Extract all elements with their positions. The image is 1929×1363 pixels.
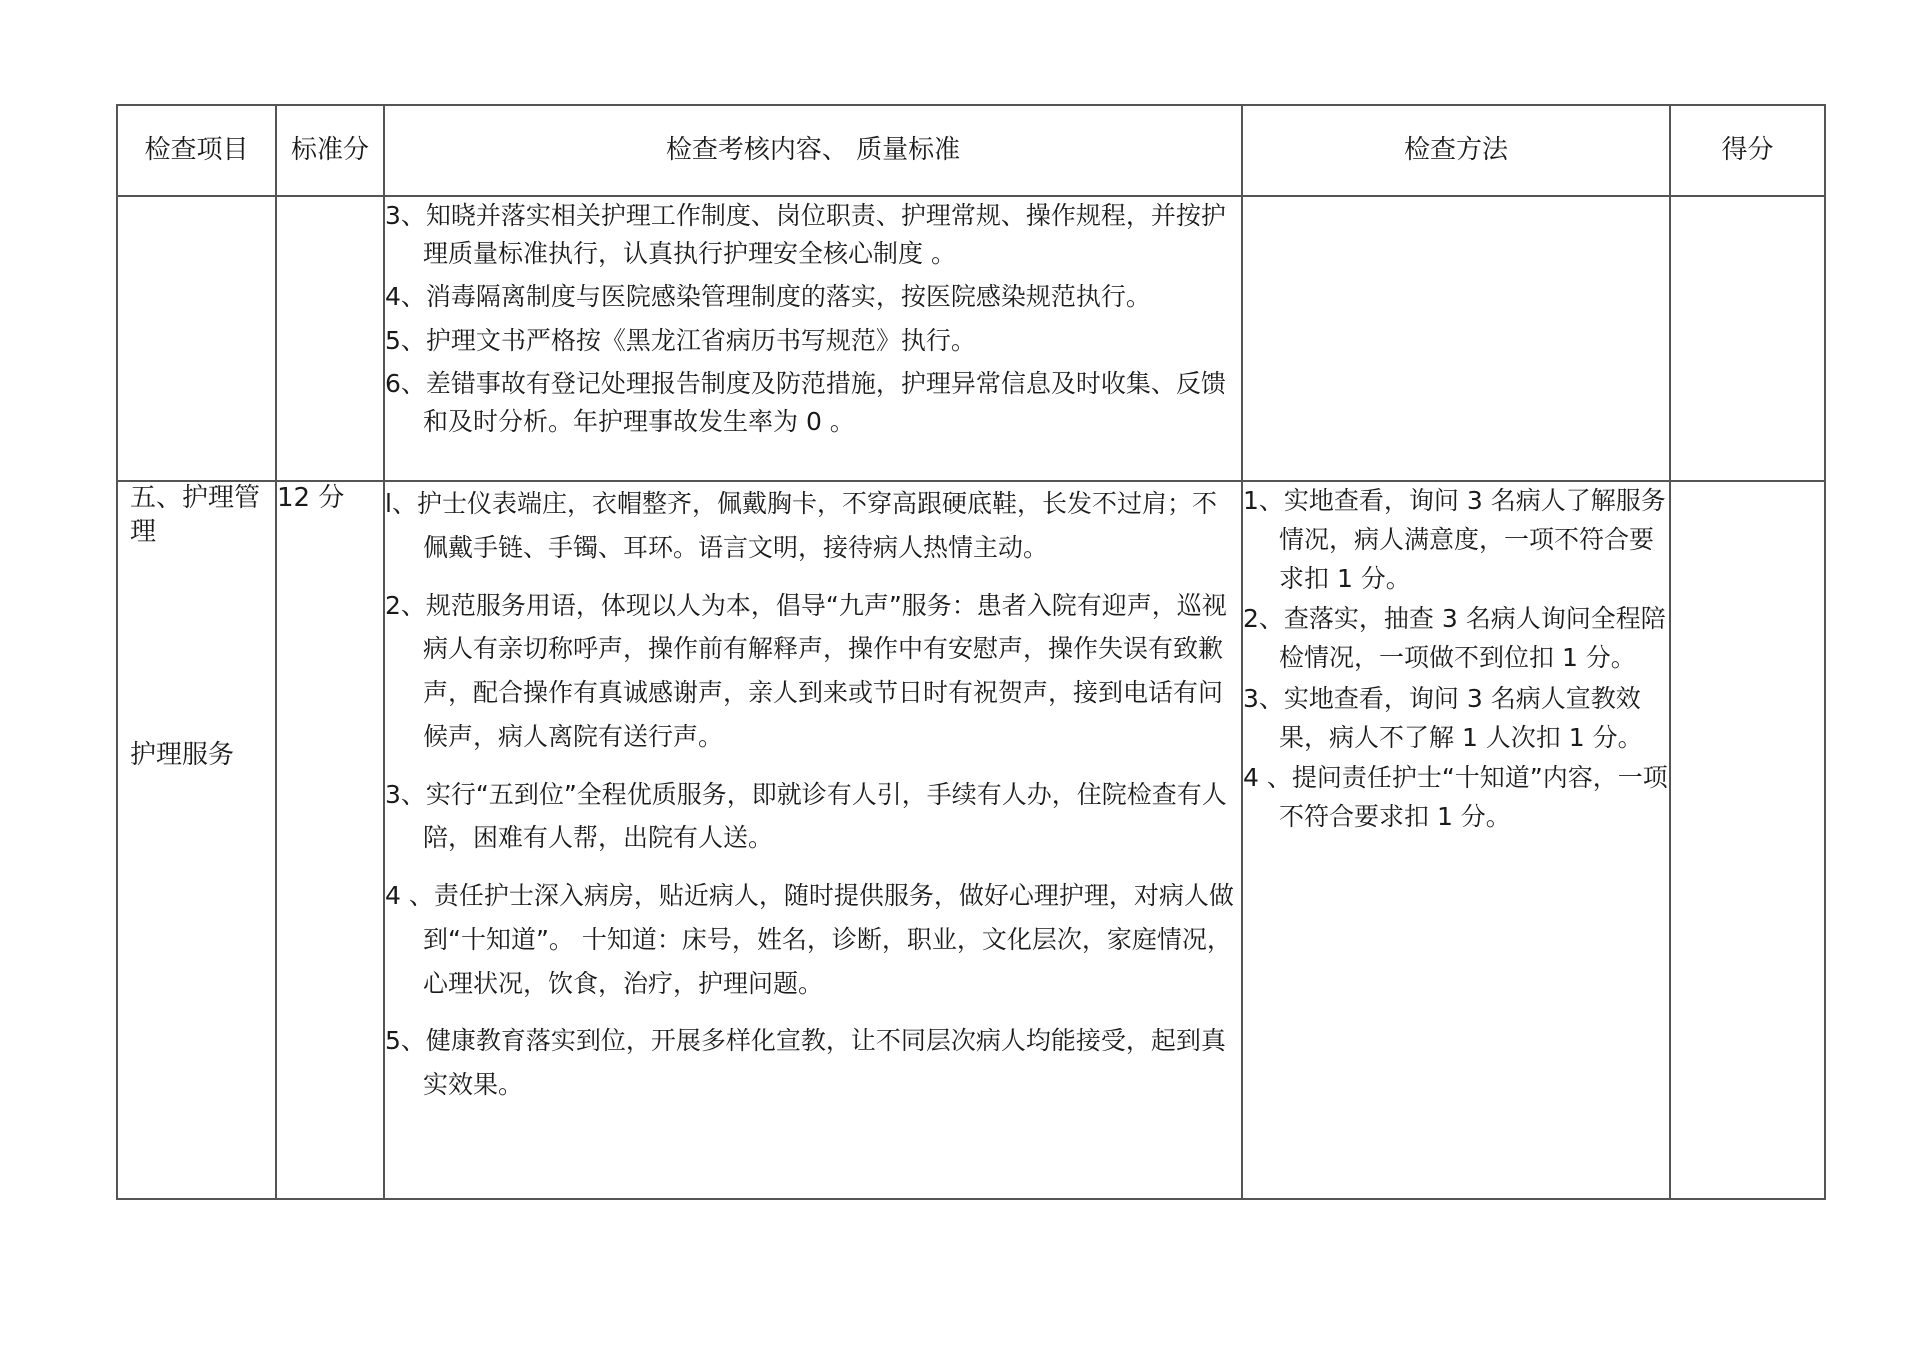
method-item: 3、实地查看，询问 3 名病人宣教效果，病人不了解 1 人次扣 1 分。 [1243,683,1643,752]
header-result: 得分 [1670,105,1825,196]
content-item: 4 、责任护士深入病房，贴近病人，随时提供服务，做好心理护理，对病人做到“十知道”。 十知道：床号，姓名，诊断，职业，文化层次，家庭情况，心理状况，饮食，治疗，护理问题。 [385,881,1234,998]
method-item: 4 、提问责任护士“十知道”内容，一项不符合要求扣 1 分。 [1243,763,1668,831]
row2-method-list [1243,482,1669,837]
table-header-row [117,105,1825,196]
project-title: 五、护理管理 [130,483,261,547]
row1-method-cell [1242,196,1670,481]
row2-method-cell [1242,481,1670,1199]
row1-content-list [385,197,1241,440]
method-item: 2、查落实，抽查 3 名病人询问全程陪检情况，一项做不到位扣 1 分。 [1243,604,1666,672]
content-item: l、护士仪表端庄，衣帽整齐，佩戴胸卡，不穿高跟硬底鞋，长发不过肩；不佩戴手链、手镯、耳环。语言文明，接待病人热情主动。 [385,489,1217,562]
content-item: 3、知晓并落实相关护理工作制度、岗位职责、护理常规、操作规程，并按护理质量标准执行，认真执行护理安全核心制度 。 [385,201,1226,268]
content-item: 4、消毒隔离制度与医院感染管理制度的落实，按医院感染规范执行。 [385,282,1151,311]
inspection-table [116,104,1826,1200]
content-item: 5、护理文书严格按《黑龙江省病历书写规范》执行。 [385,325,976,355]
row1-result-cell [1670,196,1825,481]
table-row [117,481,1825,1199]
content-item: 3、实行“五到位”全程优质服务，即就诊有人引，手续有人办，住院检查有人陪，困难有人帮，出院有人送。 [385,779,1227,853]
row2-item-cell [117,481,276,1199]
table-row [117,196,1825,481]
header-content: 检查考核内容、 质量标准 [384,105,1242,196]
row2-score-cell: 12 分 [276,481,384,1199]
method-item: 1、实地查看，询问 3 名病人了解服务情况，病人满意度，一项不符合要求扣 1 分。 [1243,486,1666,593]
row1-score-cell [276,196,384,481]
content-item: 6、差错事故有登记处理报告制度及防范措施，护理异常信息及时收集、反馈和及时分析。年护理事故发生率为 0 。 [385,369,1226,436]
row2-result-cell [1670,481,1825,1199]
header-method: 检查方法 [1242,105,1670,196]
row2-content-cell [384,481,1242,1199]
project-subtitle: 护理服务 [130,740,235,770]
content-item: 2、规范服务用语，体现以人为本，倡导“九声”服务：患者入院有迎声，巡视病人有亲切称呼声，操作前有解释声，操作中有安慰声，操作失误有致歉声，配合操作有真诚感谢声，亲人到来或节日时有祝贺声，接到电话有问候声，病人离院有送行声。 [385,590,1227,751]
content-item: 5、健康教育落实到位，开展多样化宣教，让不同层次病人均能接受，起到真实效果。 [385,1026,1226,1099]
header-item: 检查项目 [117,105,276,196]
row1-item-cell [117,196,276,481]
header-score: 标准分 [276,105,384,196]
row2-content-list [385,482,1241,1107]
row1-content-cell [384,196,1242,481]
